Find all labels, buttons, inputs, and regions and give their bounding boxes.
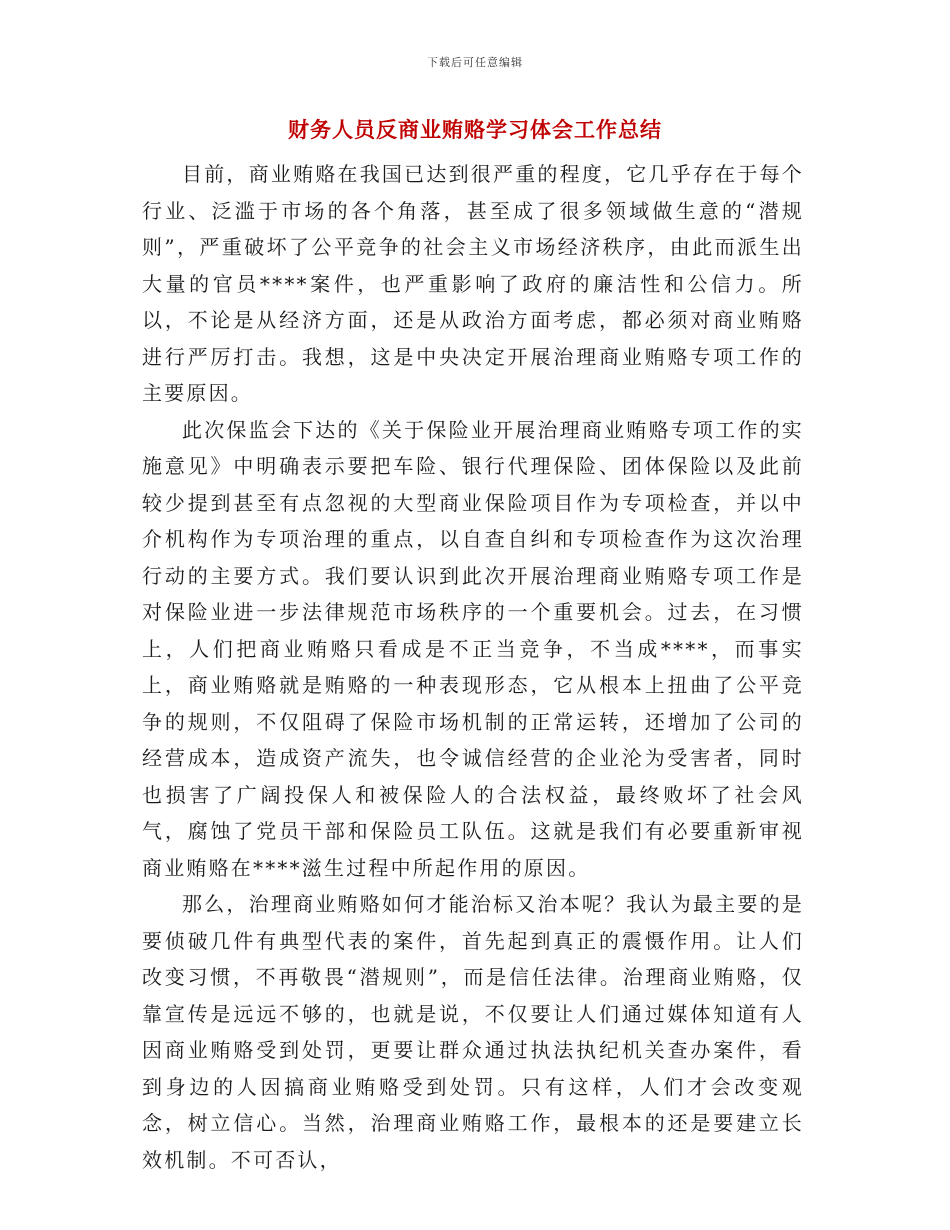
paragraph-1: 目前，商业贿赂在我国已达到很严重的程度，它几乎存在于每个行业、泛滥于市场的各个角落，甚至成了很多领域做生意的“潜规则”，严重破坏了公平竞争的社会主义市场经济秩序，由此而派生出大量的官员****案件，也严重影响了政府的廉洁性和公信力。所以，不论是从经济方面，还是从政治方面考虑，都必须对商业贿赂进行严厉打击。我想，这是中央决定开展治理商业贿赂专项工作的主要原因。	[142, 162, 804, 405]
document-body	[142, 156, 804, 1178]
header-note: 下载后可任意编辑	[427, 56, 523, 69]
paragraph-2: 此次保监会下达的《关于保险业开展治理商业贿赂专项工作的实施意见》中明确表示要把车险、银行代理保险、团体保险以及此前较少提到甚至有点忽视的大型商业保险项目作为专项检查，并以中介机构作为专项治理的重点，以自查自纠和专项检查作为这次治理行动的主要方式。我们要认识到此次开展治理商业贿赂专项工作是对保险业进一步法律规范市场秩序的一个重要机会。过去，在习惯上，人们把商业贿赂只看成是不正当竞争，不当成****，而事实上，商业贿赂就是贿赂的一种表现形态，它从根本上扭曲了公平竞争的规则，不仅阻碍了保险市场机制的正常运转，还增加了公司的经营成本，造成资产流失，也令诚信经营的企业沦为受害者，同时也损害了广阔投保人和被保险人的合法权益，最终败坏了社会风气，腐蚀了党员干部和保险员工队伍。这就是我们有必要重新审视商业贿赂在****滋生过程中所起作用的原因。	[142, 417, 804, 880]
paragraph-3: 那么，治理商业贿赂如何才能治标又治本呢？我认为最主要的是要侦破几件有典型代表的案件，首先起到真正的震慑作用。让人们改变习惯，不再敬畏“潜规则”，而是信任法律。治理商业贿赂，仅靠宣传是远远不够的，也就是说，不仅要让人们通过媒体知道有人因商业贿赂受到处罚，更要让群众通过执法执纪机关查办案件，看到身边的人因搞商业贿赂受到处罚。只有这样，人们才会改变观念，树立信心。当然，治理商业贿赂工作，最根本的还是要建立长效机制。不可否认，	[142, 892, 804, 1172]
document-title: 财务人员反商业贿赂学习体会工作总结	[288, 118, 662, 142]
